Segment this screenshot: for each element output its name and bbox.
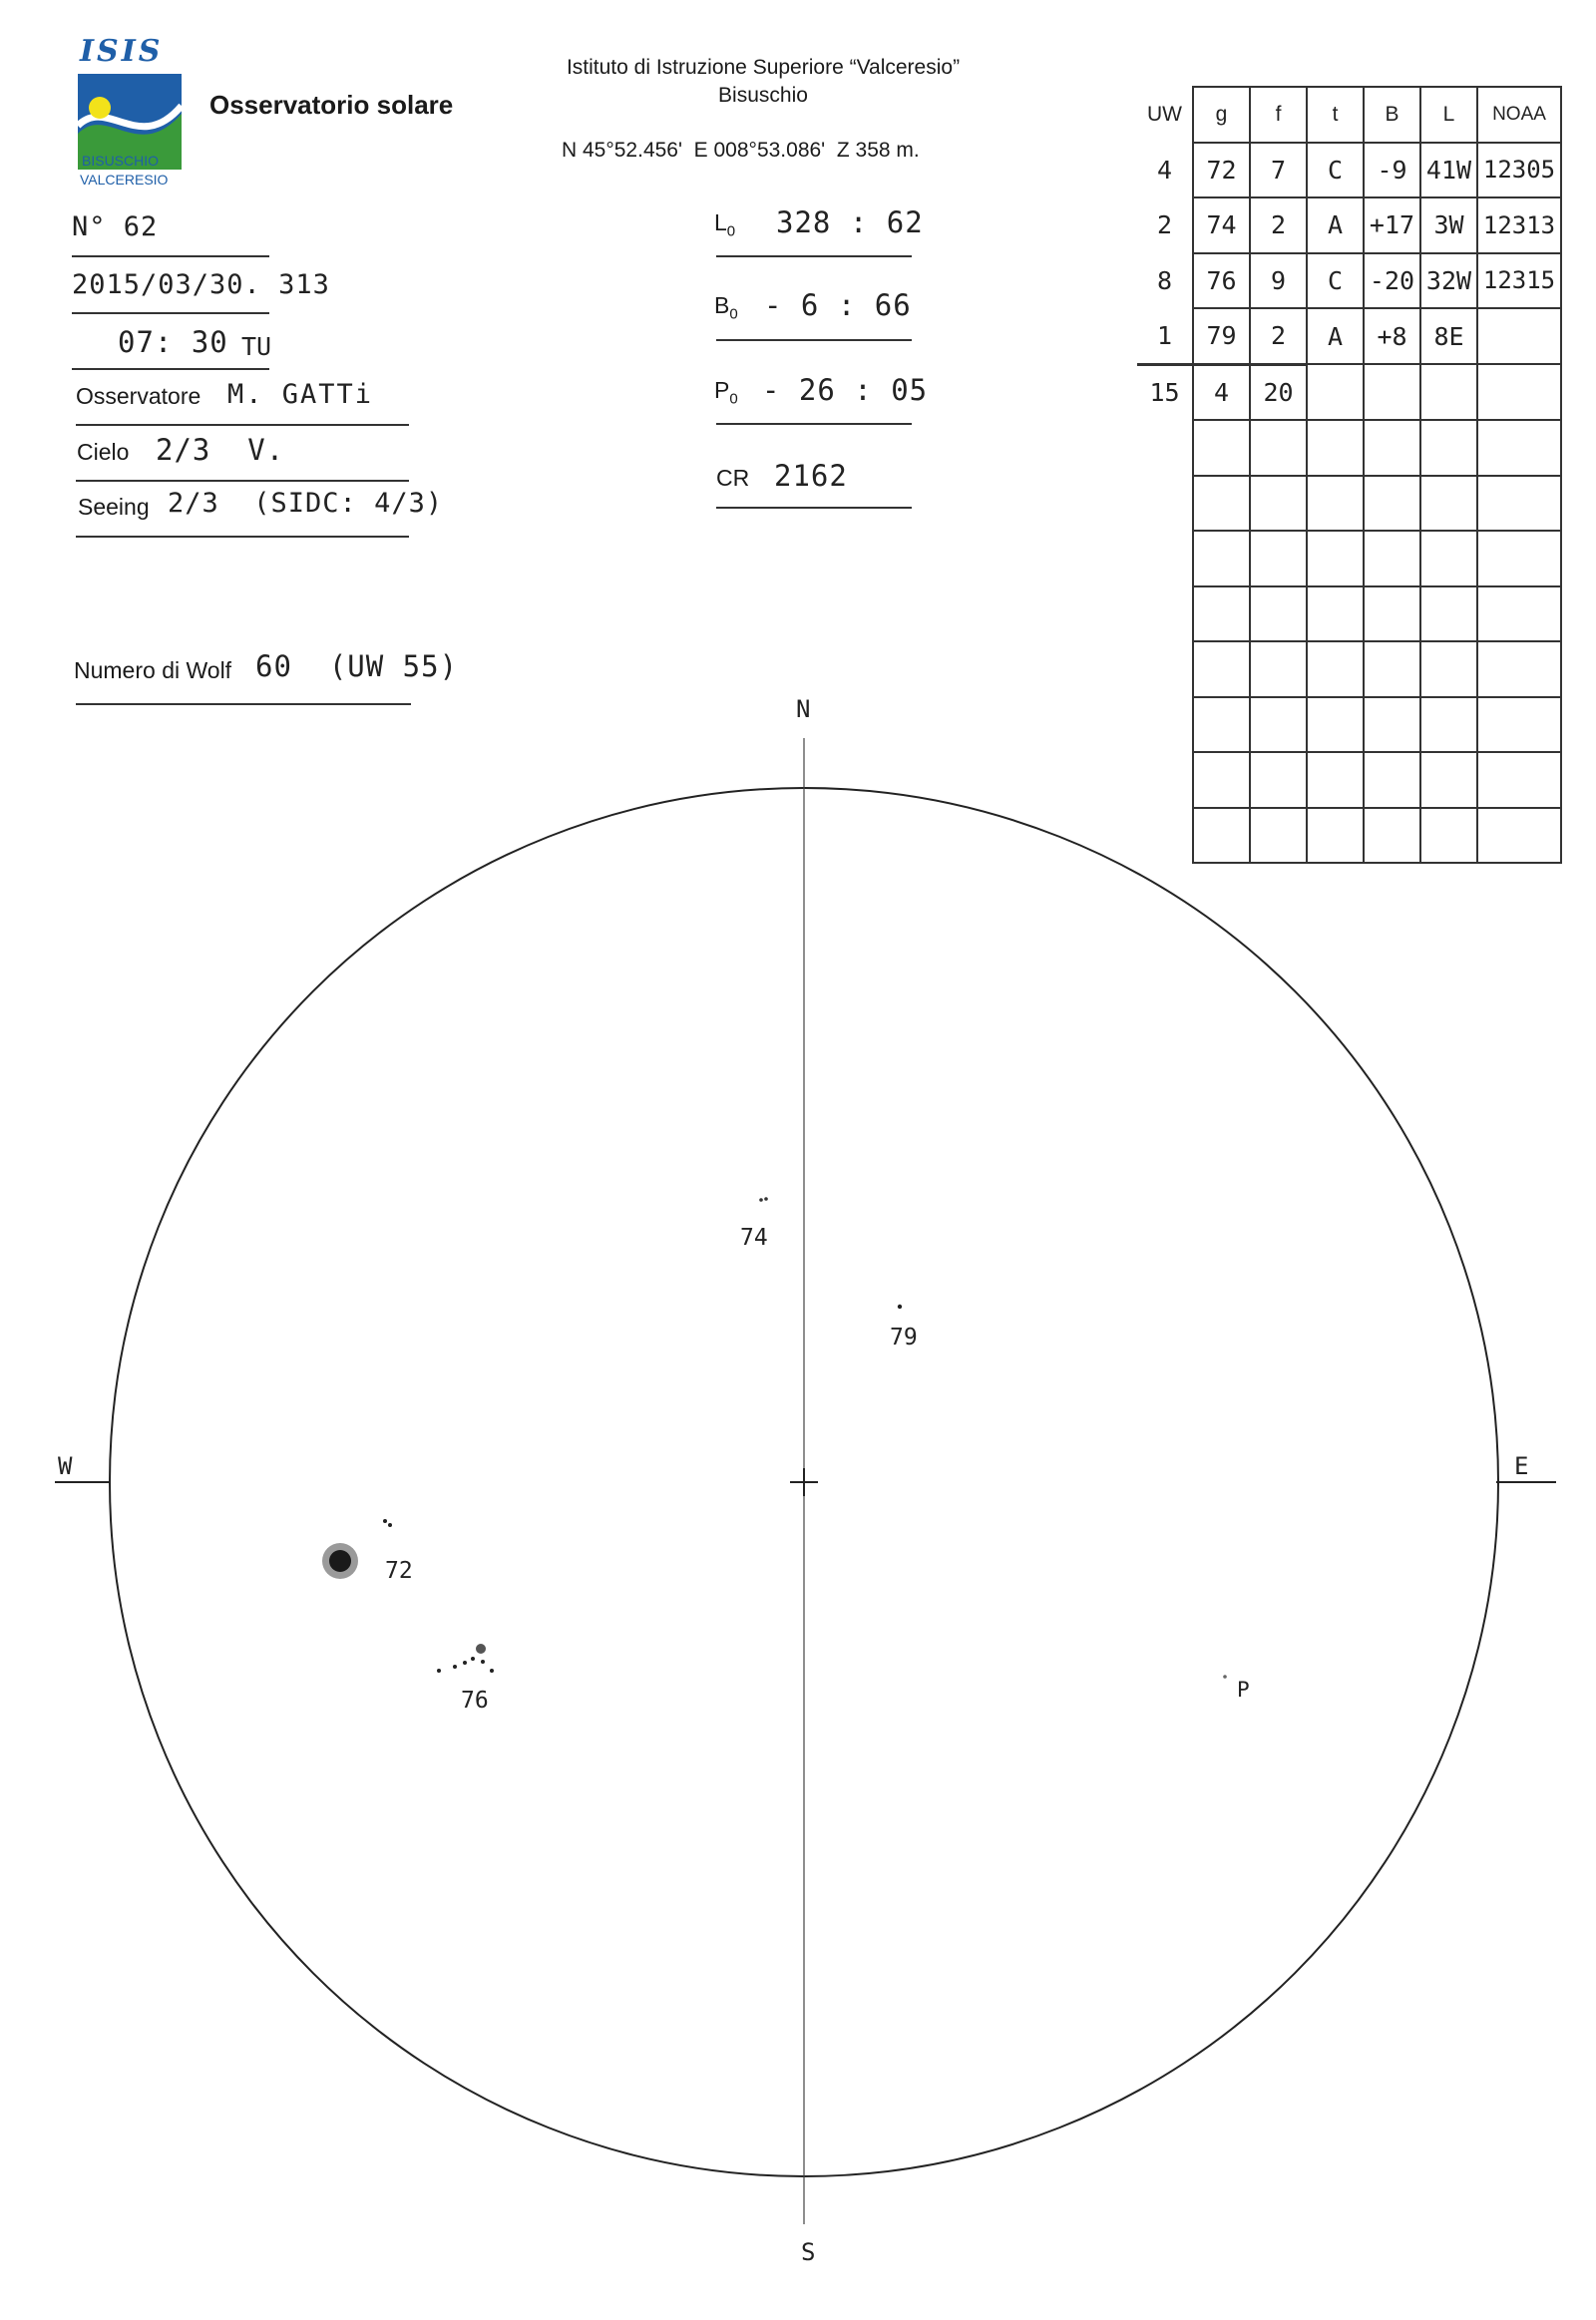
- sunspot-76-dot: [463, 1661, 467, 1665]
- logo-sub-1: VALCERESIO: [80, 172, 169, 188]
- table-row: [1137, 253, 1561, 309]
- observation-date: 2015/03/30. 313: [72, 269, 330, 300]
- table-row-empty: [1137, 420, 1561, 476]
- P0-letter: P: [714, 377, 730, 403]
- observation-number: N° 62: [72, 211, 159, 242]
- cell-B: -9: [1364, 143, 1420, 198]
- cell-t: A: [1307, 197, 1364, 253]
- table-row-empty: [1137, 586, 1561, 642]
- cell-t: A: [1307, 308, 1364, 364]
- L0-sub: 0: [726, 222, 736, 240]
- header-g: g: [1193, 87, 1250, 143]
- total-uw: 15: [1137, 364, 1193, 420]
- empty-cell: [1307, 364, 1364, 420]
- cell-L: 3W: [1420, 197, 1477, 253]
- sunspot-76-dot: [453, 1665, 457, 1669]
- rule-B0: [716, 339, 912, 341]
- sunspot-76-dot: [481, 1660, 485, 1664]
- cell-g: 72: [1193, 143, 1250, 198]
- cell-L: 41W: [1420, 143, 1477, 198]
- institute-name: Istituto di Istruzione Superiore “Valceresio”: [566, 56, 961, 79]
- table-row-empty: [1137, 476, 1561, 532]
- north-label: N: [796, 695, 811, 723]
- marker-p-label: P: [1237, 1678, 1250, 1702]
- sky-value: 2/3 V.: [156, 433, 285, 467]
- seeing-label: Seeing: [78, 494, 150, 520]
- solar-disk-drawing: [0, 678, 1596, 2320]
- total-g: 4: [1193, 364, 1250, 420]
- rule-L0: [716, 255, 912, 257]
- institute-coords: N 45°52.456' E 008°53.086' Z 358 m.: [562, 139, 920, 162]
- cell-B: +8: [1364, 308, 1420, 364]
- time-unit: TU: [241, 332, 272, 361]
- cell-g: 79: [1193, 308, 1250, 364]
- rule-observer: [76, 424, 409, 426]
- wolf-value: 60 (UW 55): [255, 649, 459, 683]
- header-L: L: [1420, 87, 1477, 143]
- sunspot-74-dot: [759, 1198, 763, 1202]
- group-label-79: 79: [890, 1325, 918, 1351]
- cell-noaa: [1477, 308, 1561, 364]
- cell-t: C: [1307, 253, 1364, 309]
- sunspot-76-dot: [437, 1669, 441, 1673]
- cell-uw: 2: [1156, 210, 1173, 240]
- header-B: B: [1364, 87, 1420, 143]
- rule-P0: [716, 423, 912, 425]
- seeing-value: 2/3 (SIDC: 4/3): [168, 488, 444, 519]
- sunspot-72-umbra: [329, 1550, 351, 1572]
- sunspot-76-dot: [471, 1657, 475, 1661]
- cell-f: 2: [1250, 197, 1307, 253]
- observation-time: 07: 30: [118, 325, 228, 359]
- table-row: [1137, 308, 1561, 364]
- header-t: t: [1307, 87, 1364, 143]
- L0-letter: L: [714, 209, 727, 235]
- cell-f: 7: [1250, 143, 1307, 198]
- empty-cell: [1364, 364, 1420, 420]
- sunspot-74-dot: [764, 1197, 768, 1201]
- P0-label: [714, 377, 738, 408]
- B0-sub: 0: [729, 305, 738, 323]
- table-row: [1137, 197, 1561, 253]
- group-label-74: 74: [740, 1225, 768, 1251]
- empty-cell: [1477, 364, 1561, 420]
- cell-g: 76: [1193, 253, 1250, 309]
- P0-sub: 0: [729, 390, 738, 408]
- cell-L: 32W: [1420, 253, 1477, 309]
- table-header-row: [1137, 87, 1561, 143]
- cell-noaa: 12313: [1477, 197, 1561, 253]
- institute-header: [499, 54, 1027, 110]
- sunspot-76-spot: [476, 1644, 486, 1654]
- cell-uw: 1: [1156, 320, 1173, 350]
- table-row-empty: [1137, 531, 1561, 586]
- total-f: 20: [1250, 364, 1307, 420]
- table-totals-row: [1137, 364, 1561, 420]
- cell-noaa: 12315: [1477, 253, 1561, 309]
- east-label: E: [1514, 1452, 1529, 1480]
- west-label: W: [58, 1452, 73, 1480]
- rule-time: [72, 368, 269, 370]
- rule-seeing: [76, 536, 409, 538]
- header-uw: UW: [1147, 102, 1182, 126]
- B0-label: [714, 292, 738, 323]
- sunspot-72-dot: [388, 1523, 392, 1527]
- B0-value: - 6 : 66: [764, 288, 912, 322]
- cell-L: 8E: [1420, 308, 1477, 364]
- header-noaa: NOAA: [1477, 87, 1561, 143]
- cell-noaa: 12305: [1477, 143, 1561, 198]
- cell-f: 9: [1250, 253, 1307, 309]
- cell-t: C: [1307, 143, 1364, 198]
- empty-cell: [1420, 364, 1477, 420]
- CR-label: CR: [716, 465, 750, 491]
- sunspot-76-dot: [490, 1669, 494, 1673]
- CR-value: 2162: [774, 459, 848, 493]
- rule-number: [72, 255, 269, 257]
- cell-B: -20: [1364, 253, 1420, 309]
- P0-value: - 26 : 05: [762, 373, 929, 407]
- cell-g: 74: [1193, 197, 1250, 253]
- wolf-label: Numero di Wolf: [74, 657, 232, 683]
- south-label: S: [801, 2238, 816, 2266]
- cell-uw: 8: [1156, 265, 1173, 295]
- header-f: f: [1250, 87, 1307, 143]
- marker-p-dot: [1223, 1675, 1227, 1679]
- B0-letter: B: [714, 292, 730, 318]
- cell-f: 2: [1250, 308, 1307, 364]
- group-label-72: 72: [385, 1558, 413, 1584]
- observer-label: Osservatore: [76, 383, 201, 409]
- rule-sky: [76, 480, 409, 482]
- logo-sub-2: BISUSCHIO: [82, 153, 160, 169]
- institute-town: Bisuschio: [718, 84, 808, 107]
- group-label-76: 76: [461, 1688, 489, 1714]
- page-title: Osservatorio solare: [209, 90, 454, 120]
- L0-value: 328 : 62: [776, 205, 924, 239]
- logo-brand: ISIS: [80, 34, 164, 69]
- cell-uw: 4: [1156, 155, 1173, 185]
- rule-date: [72, 312, 269, 314]
- observer-value: M. GATTi: [227, 379, 374, 410]
- rule-CR: [716, 507, 912, 509]
- table-row: [1137, 143, 1561, 198]
- sunspot-72-dot: [383, 1519, 387, 1523]
- sky-label: Cielo: [77, 439, 130, 465]
- L0-label: [714, 209, 735, 240]
- sunspot-79-dot: [898, 1305, 902, 1309]
- cell-B: +17: [1364, 197, 1420, 253]
